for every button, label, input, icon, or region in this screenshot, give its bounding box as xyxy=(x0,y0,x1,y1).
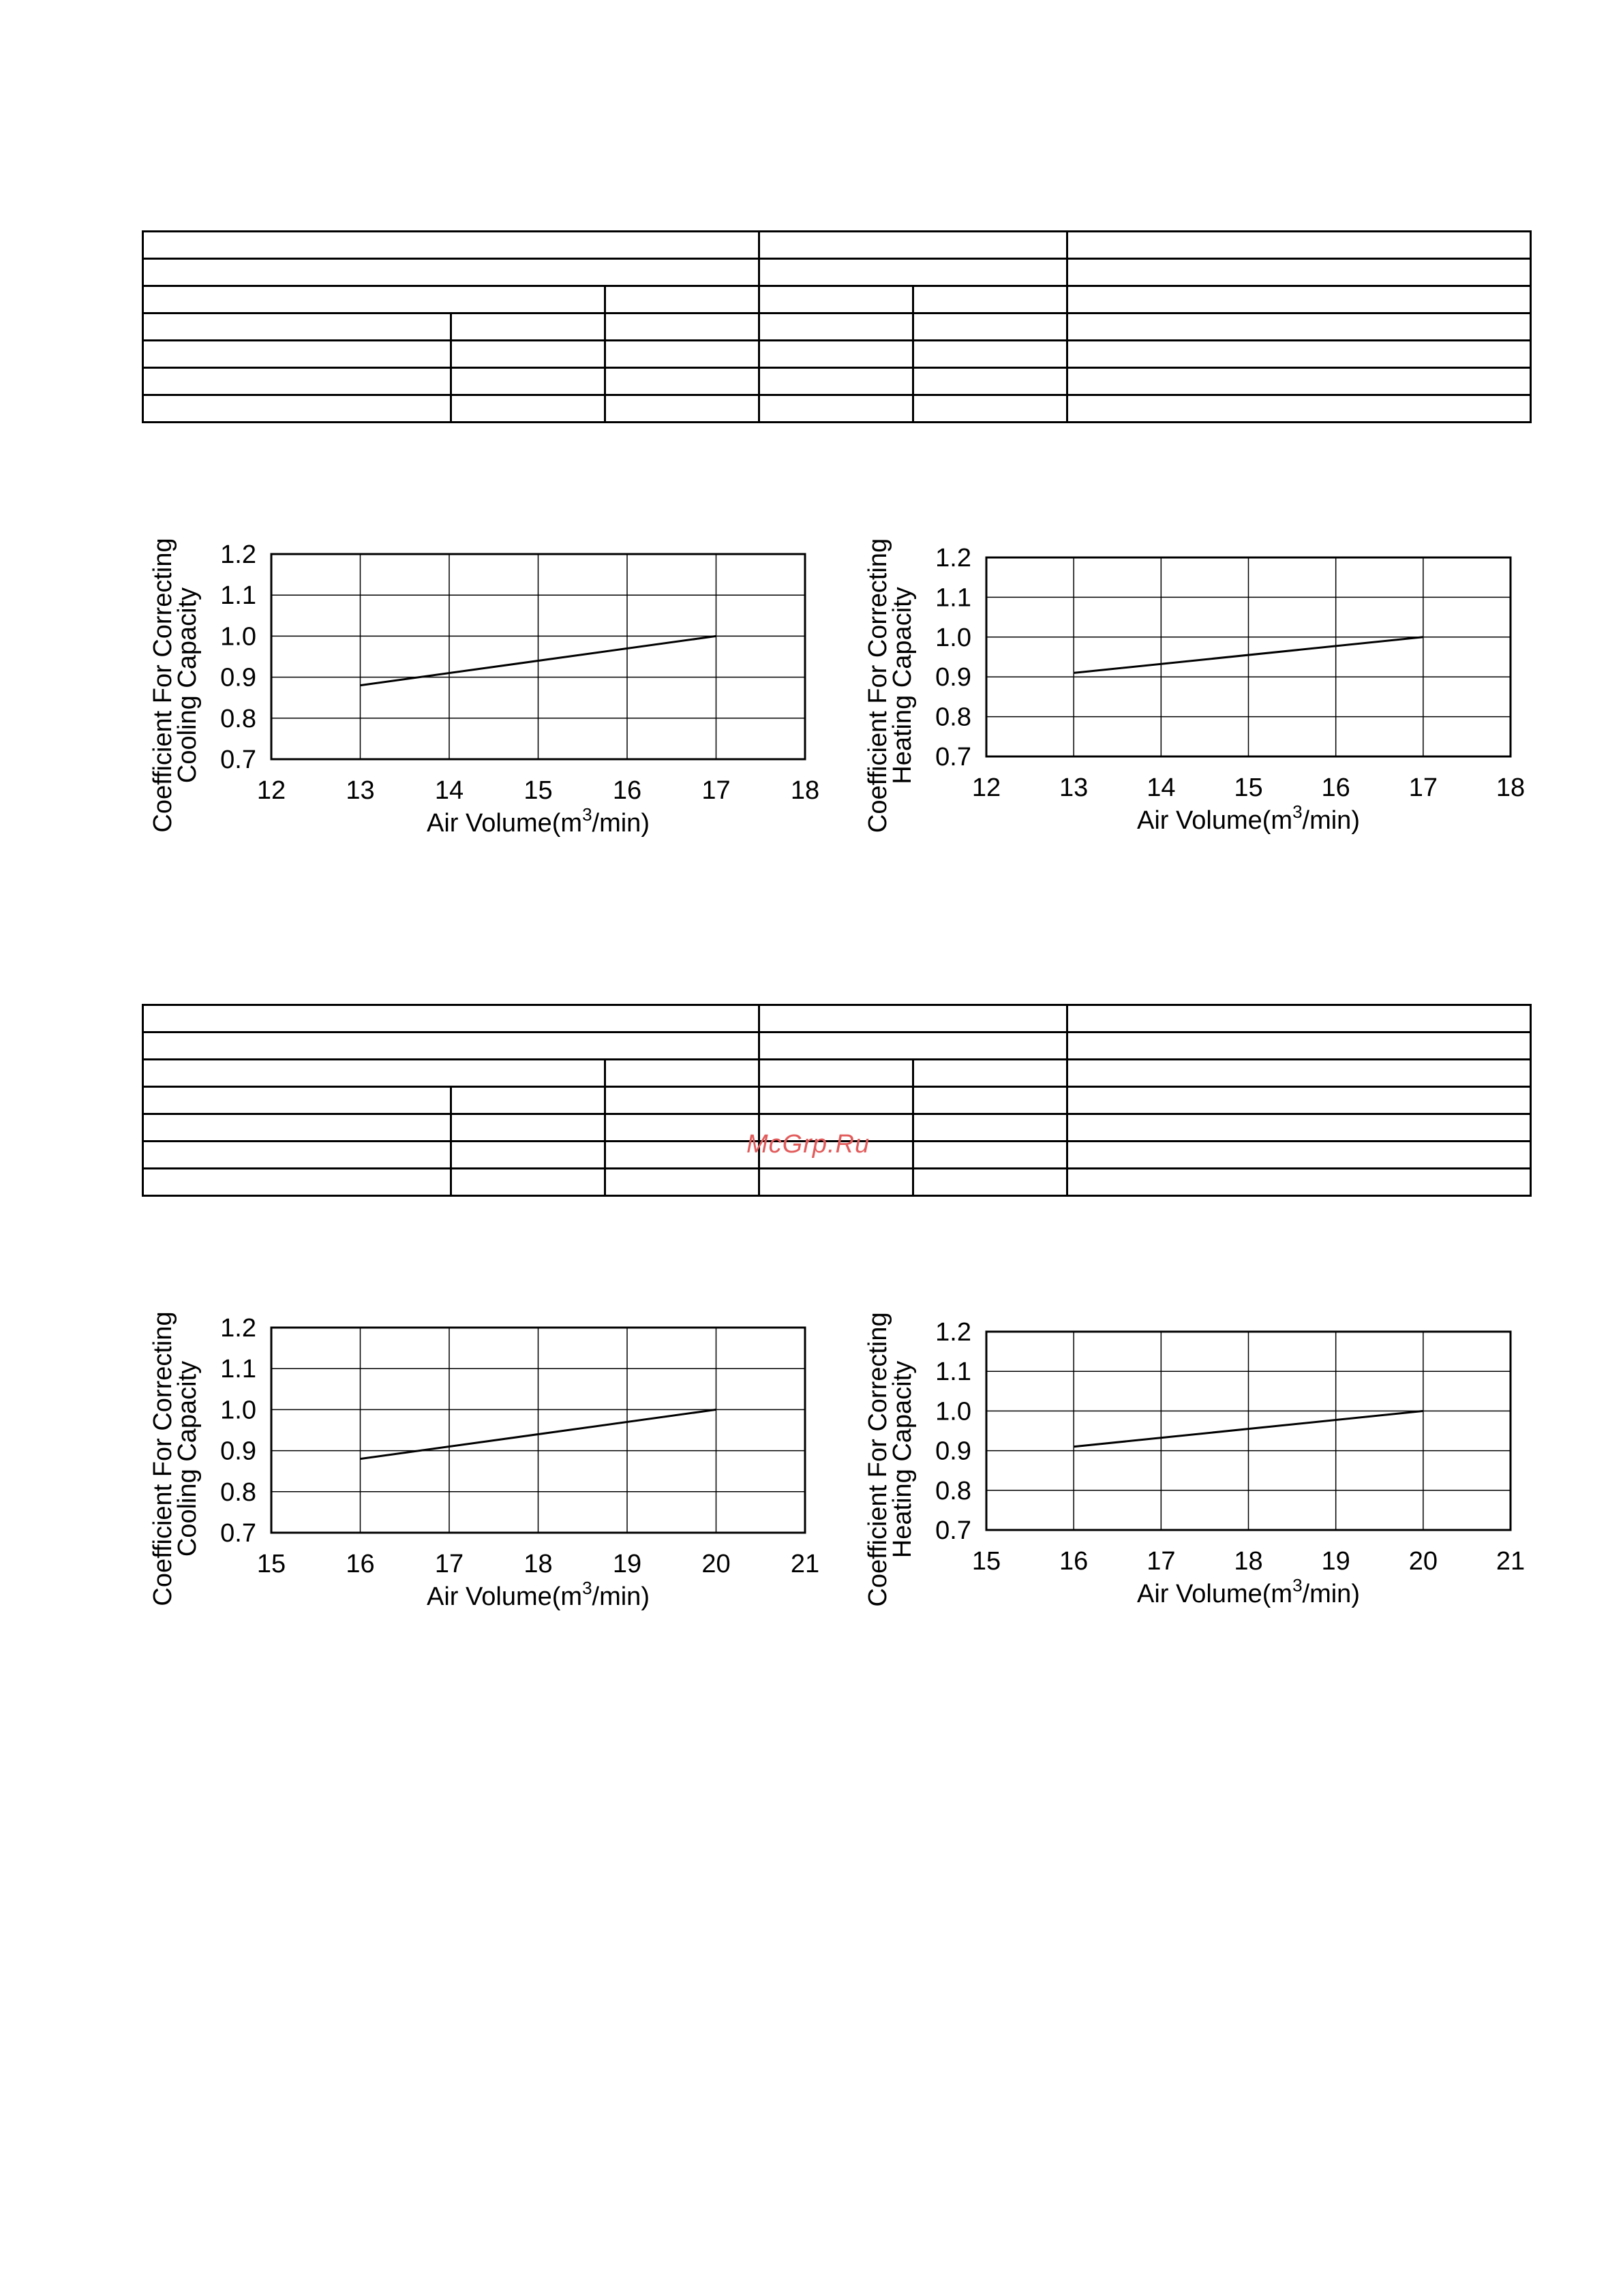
y-tick-label: 0.9 xyxy=(220,663,256,692)
y-axis-label: Coefficient For CorrectingCooling Capacity xyxy=(149,1311,202,1606)
x-tick-label: 12 xyxy=(971,774,1001,802)
x-tick-label: 17 xyxy=(701,776,731,805)
x-tick-label: 15 xyxy=(256,1550,286,1578)
x-tick-label: 16 xyxy=(612,776,642,805)
x-axis-label: Air $Volume(m^3/\min)$ xyxy=(1137,801,1360,835)
x-tick-label: 15 xyxy=(971,1547,1001,1576)
x-tick-label: 18 xyxy=(790,776,820,805)
x-tick-label: 16 xyxy=(1059,1547,1089,1576)
y-axis-label: Coefficient For CorrectingHeating Capacity xyxy=(864,1312,917,1607)
x-tick-label: 13 xyxy=(346,776,375,805)
x-tick-label: 21 xyxy=(790,1550,820,1578)
y-tick-label: 0.9 xyxy=(935,663,971,692)
y-tick-label: 1.0 xyxy=(935,623,971,652)
y-tick-label: 1.2 xyxy=(935,544,971,572)
y-tick-label: 1.1 xyxy=(935,583,971,613)
x-tick-label: 19 xyxy=(1321,1547,1350,1576)
x-tick-label: 14 xyxy=(434,776,464,805)
x-tick-label: 15 xyxy=(524,776,553,805)
y-tick-label: 1.2 xyxy=(220,1314,256,1343)
y-tick-label: 1.0 xyxy=(220,622,256,652)
y-tick-label: 1.2 xyxy=(935,1318,971,1347)
y-tick-label: 0.7 xyxy=(935,743,971,771)
watermark: McGrp.Ru xyxy=(746,1130,870,1159)
y-tick-label: 0.8 xyxy=(220,1478,256,1507)
y-tick-label: 0.8 xyxy=(220,704,256,733)
x-axis-label: Air $Volume(m^3/\min)$ xyxy=(427,804,650,838)
x-tick-label: 17 xyxy=(1147,1547,1176,1576)
y-tick-label: 1.1 xyxy=(220,581,256,611)
x-tick-label: 17 xyxy=(1408,774,1438,802)
x-tick-label: 15 xyxy=(1234,774,1263,802)
x-tick-label: 18 xyxy=(1234,1547,1263,1576)
x-tick-label: 21 xyxy=(1496,1547,1526,1576)
x-tick-label: 18 xyxy=(524,1550,553,1578)
y-axis-label: Coefficient For CorrectingHeating Capacity xyxy=(864,538,917,833)
y-axis-label: Coefficient For CorrectingCooling Capacity xyxy=(149,538,202,833)
x-axis-label: Air $Volume(m^3/\min)$ xyxy=(1137,1575,1360,1608)
y-tick-label: 1.1 xyxy=(220,1355,256,1384)
y-tick-label: 0.8 xyxy=(935,703,971,732)
y-tick-label: 0.9 xyxy=(220,1437,256,1466)
y-tick-label: 1.0 xyxy=(220,1396,256,1425)
y-tick-label: 1.1 xyxy=(935,1358,971,1387)
x-tick-label: 20 xyxy=(1408,1547,1438,1576)
x-tick-label: 13 xyxy=(1059,774,1089,802)
y-tick-label: 0.7 xyxy=(220,746,256,774)
y-tick-label: 0.7 xyxy=(935,1516,971,1545)
x-tick-label: 12 xyxy=(256,776,286,805)
x-tick-label: 16 xyxy=(346,1550,375,1578)
x-tick-label: 16 xyxy=(1321,774,1350,802)
y-tick-label: 1.2 xyxy=(220,540,256,569)
y-tick-label: 1.0 xyxy=(935,1397,971,1426)
y-tick-label: 0.8 xyxy=(935,1476,971,1505)
y-tick-label: 0.9 xyxy=(935,1437,971,1466)
x-tick-label: 19 xyxy=(612,1550,642,1578)
x-tick-label: 14 xyxy=(1147,774,1176,802)
x-tick-label: 20 xyxy=(701,1550,731,1578)
x-tick-label: 17 xyxy=(434,1550,464,1578)
x-tick-label: 18 xyxy=(1496,774,1526,802)
x-axis-label: Air $Volume(m^3/\min)$ xyxy=(427,1578,650,1611)
y-tick-label: 0.7 xyxy=(220,1519,256,1548)
